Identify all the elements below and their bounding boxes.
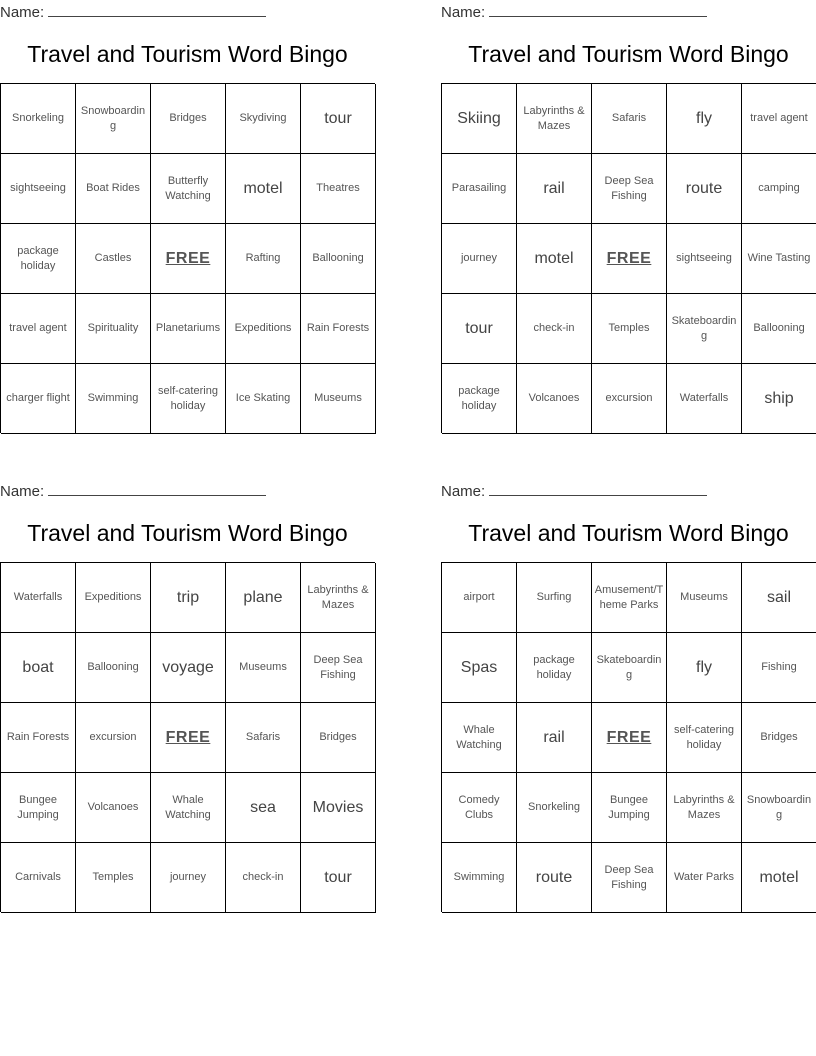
bingo-cell[interactable]: sea	[226, 773, 301, 843]
bingo-cell[interactable]: Skateboarding	[667, 294, 742, 364]
bingo-cell[interactable]: motel	[517, 224, 592, 294]
bingo-cell[interactable]: Spas	[442, 633, 517, 703]
bingo-cell[interactable]: Labyrinths & Mazes	[667, 773, 742, 843]
bingo-cell[interactable]: package holiday	[1, 224, 76, 294]
bingo-cell[interactable]: Labyrinths & Mazes	[517, 84, 592, 154]
bingo-card	[441, 479, 816, 919]
bingo-cell[interactable]: Safaris	[592, 84, 667, 154]
bingo-cell[interactable]: Comedy Clubs	[442, 773, 517, 843]
bingo-cell[interactable]: sightseeing	[1, 154, 76, 224]
bingo-cell[interactable]: travel agent	[742, 84, 816, 154]
bingo-grid	[441, 83, 816, 433]
bingo-cell[interactable]: trip	[151, 563, 226, 633]
bingo-cell[interactable]: rail	[517, 703, 592, 773]
name-blank[interactable]	[489, 2, 707, 17]
bingo-cell[interactable]: tour	[301, 843, 376, 913]
free-space[interactable]: FREE	[592, 224, 667, 294]
bingo-cell[interactable]: airport	[442, 563, 517, 633]
bingo-grid	[0, 83, 375, 433]
bingo-cell[interactable]: Bungee Jumping	[592, 773, 667, 843]
name-label: Name:	[441, 4, 486, 21]
name-line	[0, 481, 266, 501]
bingo-cell[interactable]: Volcanoes	[517, 364, 592, 434]
bingo-cell[interactable]: Deep Sea Fishing	[592, 154, 667, 224]
bingo-cell[interactable]: tour	[442, 294, 517, 364]
bingo-cell[interactable]: travel agent	[1, 294, 76, 364]
bingo-cell[interactable]: Museums	[301, 364, 376, 434]
bingo-cell[interactable]: voyage	[151, 633, 226, 703]
bingo-cell[interactable]: Waterfalls	[1, 563, 76, 633]
bingo-card	[441, 0, 816, 440]
name-blank[interactable]	[489, 481, 707, 496]
bingo-cell[interactable]: Ballooning	[742, 294, 816, 364]
bingo-cell[interactable]: tour	[301, 84, 376, 154]
bingo-cell[interactable]: Expeditions	[76, 563, 151, 633]
bingo-cell[interactable]: Rain Forests	[1, 703, 76, 773]
bingo-cell[interactable]: Museums	[667, 563, 742, 633]
name-label: Name:	[0, 4, 45, 21]
bingo-cell[interactable]: Carnivals	[1, 843, 76, 913]
bingo-cell[interactable]: journey	[151, 843, 226, 913]
bingo-cell[interactable]: Skydiving	[226, 84, 301, 154]
card-title: Travel and Tourism Word Bingo	[27, 520, 348, 546]
name-line	[441, 2, 707, 22]
bingo-cell[interactable]: Water Parks	[667, 843, 742, 913]
bingo-cell[interactable]: Fishing	[742, 633, 816, 703]
bingo-cell[interactable]: Rain Forests	[301, 294, 376, 364]
bingo-cell[interactable]: sightseeing	[667, 224, 742, 294]
bingo-cell[interactable]: route	[667, 154, 742, 224]
bingo-cell[interactable]: Expeditions	[226, 294, 301, 364]
bingo-cell[interactable]: Deep Sea Fishing	[301, 633, 376, 703]
bingo-cell[interactable]: motel	[226, 154, 301, 224]
free-space[interactable]: FREE	[151, 224, 226, 294]
name-blank[interactable]	[48, 2, 266, 17]
bingo-cell[interactable]: Skateboarding	[592, 633, 667, 703]
bingo-cell[interactable]: boat	[1, 633, 76, 703]
bingo-cell[interactable]: rail	[517, 154, 592, 224]
bingo-cell[interactable]: Skiing	[442, 84, 517, 154]
card-title: Travel and Tourism Word Bingo	[468, 520, 789, 546]
bingo-cell[interactable]: Volcanoes	[76, 773, 151, 843]
bingo-cell[interactable]: Planetariums	[151, 294, 226, 364]
bingo-cell[interactable]: Parasailing	[442, 154, 517, 224]
bingo-cell[interactable]: Ballooning	[76, 633, 151, 703]
bingo-cell[interactable]: Snowboarding	[742, 773, 816, 843]
bingo-cell[interactable]: Bridges	[301, 703, 376, 773]
bingo-cell[interactable]: ship	[742, 364, 816, 434]
bingo-cell[interactable]: Waterfalls	[667, 364, 742, 434]
bingo-cell[interactable]: package holiday	[517, 633, 592, 703]
bingo-cell[interactable]: Castles	[76, 224, 151, 294]
bingo-cell[interactable]: Ballooning	[301, 224, 376, 294]
bingo-cell[interactable]: Theatres	[301, 154, 376, 224]
bingo-cell[interactable]: Surfing	[517, 563, 592, 633]
bingo-card	[0, 479, 375, 919]
bingo-card	[0, 0, 375, 440]
bingo-cell[interactable]: excursion	[76, 703, 151, 773]
bingo-cell[interactable]: self-catering holiday	[151, 364, 226, 434]
bingo-cell[interactable]: Movies	[301, 773, 376, 843]
bingo-cell[interactable]: Ice Skating	[226, 364, 301, 434]
bingo-cell[interactable]: Temples	[76, 843, 151, 913]
bingo-cell[interactable]: Labyrinths & Mazes	[301, 563, 376, 633]
bingo-cell[interactable]: Museums	[226, 633, 301, 703]
bingo-cell[interactable]: sail	[742, 563, 816, 633]
name-label: Name:	[441, 483, 486, 500]
bingo-cell[interactable]: Spirituality	[76, 294, 151, 364]
bingo-cell[interactable]: Snorkeling	[517, 773, 592, 843]
bingo-cell[interactable]: Rafting	[226, 224, 301, 294]
name-blank[interactable]	[48, 481, 266, 496]
name-label: Name:	[0, 483, 45, 500]
bingo-cell[interactable]: camping	[742, 154, 816, 224]
bingo-cell[interactable]: motel	[742, 843, 816, 913]
bingo-cell[interactable]: Snowboarding	[76, 84, 151, 154]
bingo-cell[interactable]: Bungee Jumping	[1, 773, 76, 843]
bingo-cell[interactable]: fly	[667, 84, 742, 154]
bingo-cell[interactable]: Deep Sea Fishing	[592, 843, 667, 913]
card-title: Travel and Tourism Word Bingo	[468, 41, 789, 67]
bingo-cell[interactable]: Bridges	[742, 703, 816, 773]
bingo-cell[interactable]: package holiday	[442, 364, 517, 434]
bingo-cell[interactable]: self-catering holiday	[667, 703, 742, 773]
name-line	[0, 2, 266, 22]
bingo-cell[interactable]: Amusement/Theme Parks	[592, 563, 667, 633]
bingo-grid	[441, 562, 816, 912]
bingo-cell[interactable]: Swimming	[76, 364, 151, 434]
bingo-cell[interactable]: Boat Rides	[76, 154, 151, 224]
bingo-cell[interactable]: check-in	[226, 843, 301, 913]
bingo-cell[interactable]: plane	[226, 563, 301, 633]
bingo-cell[interactable]: journey	[442, 224, 517, 294]
name-line	[441, 481, 707, 501]
free-space[interactable]: FREE	[592, 703, 667, 773]
bingo-cell[interactable]: charger flight	[1, 364, 76, 434]
bingo-cell[interactable]: Wine Tasting	[742, 224, 816, 294]
bingo-cell[interactable]: check-in	[517, 294, 592, 364]
bingo-cell[interactable]: Whale Watching	[442, 703, 517, 773]
bingo-grid	[0, 562, 375, 912]
bingo-cell[interactable]: fly	[667, 633, 742, 703]
bingo-cell[interactable]: Whale Watching	[151, 773, 226, 843]
bingo-cell[interactable]: Snorkeling	[1, 84, 76, 154]
bingo-cell[interactable]: Swimming	[442, 843, 517, 913]
card-title: Travel and Tourism Word Bingo	[27, 41, 348, 67]
bingo-cell[interactable]: route	[517, 843, 592, 913]
bingo-cell[interactable]: Bridges	[151, 84, 226, 154]
bingo-cell[interactable]: Butterfly Watching	[151, 154, 226, 224]
bingo-cell[interactable]: excursion	[592, 364, 667, 434]
bingo-cell[interactable]: Temples	[592, 294, 667, 364]
bingo-cell[interactable]: Safaris	[226, 703, 301, 773]
free-space[interactable]: FREE	[151, 703, 226, 773]
